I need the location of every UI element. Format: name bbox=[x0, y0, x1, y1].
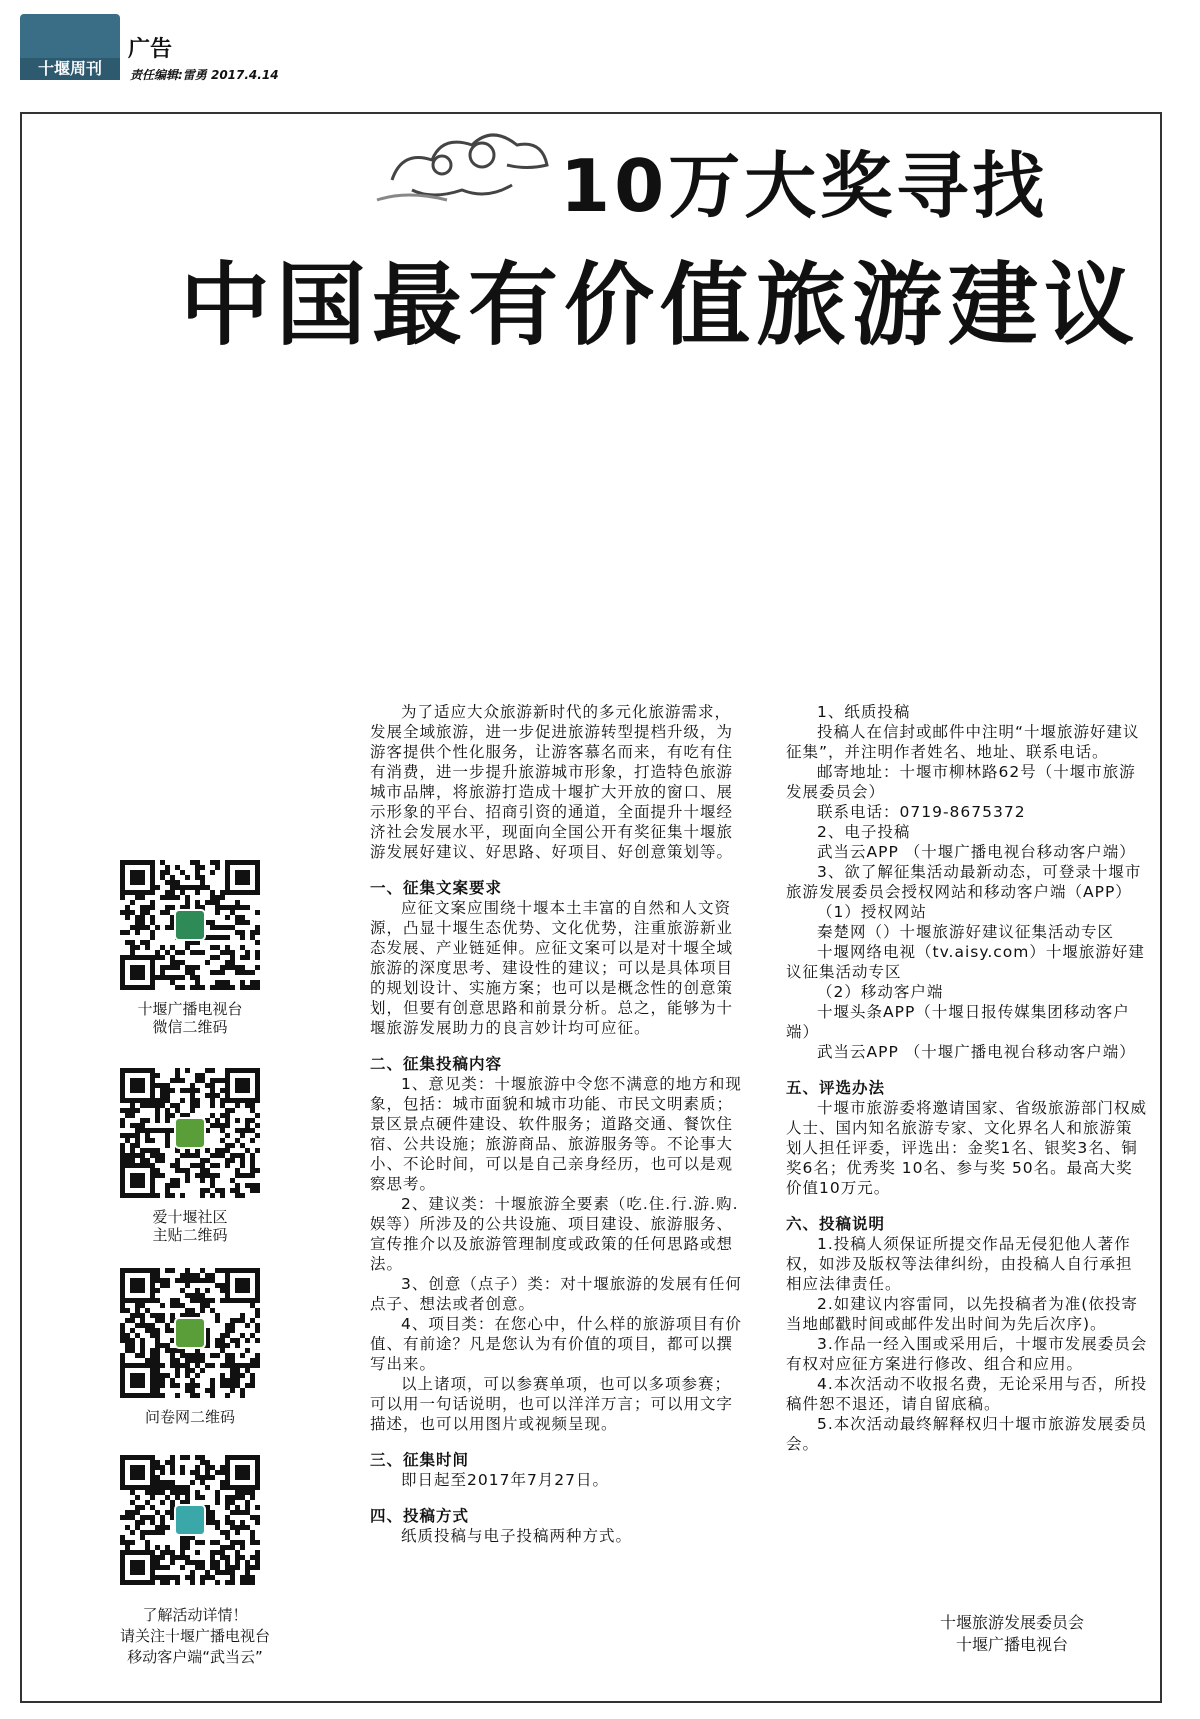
section-heading: 二、征集投稿内容 bbox=[370, 1055, 503, 1073]
section-item: 2.如建议内容雷同，以先投稿者为准(依投寄当地邮戳时间或邮件发出时间为先后次序)。 bbox=[786, 1295, 1138, 1333]
qr-label: 十堰广播电视台 bbox=[137, 1000, 243, 1018]
section-text: 十堰市旅游委将邀请国家、省级旅游部门权威人士、国内知名旅游专家、文化界名人和旅游策划人担任评委，评选出：金奖1名、银奖3名、铜奖6名；优秀奖 10名、参与奖 50名。最高大奖价值10万元。 bbox=[786, 1099, 1148, 1197]
section-text: 即日起至2017年7月27日。 bbox=[401, 1471, 610, 1489]
signature-block bbox=[940, 1612, 1084, 1656]
page-header bbox=[20, 14, 1180, 82]
qr-community bbox=[100, 1068, 280, 1244]
right-line: 秦楚网（）十堰旅游好建议征集活动专区 bbox=[817, 923, 1115, 941]
right-line: 投稿人在信封或邮件中注明“十堰旅游好建议征集”，并注明作者姓名、地址、联系电话。 bbox=[786, 723, 1140, 761]
right-line: 武当云APP （十堰广播电视台移动客户端） bbox=[817, 843, 1136, 861]
right-line: 武当云APP （十堰广播电视台移动客户端） bbox=[817, 1043, 1136, 1061]
section-item: 2、建议类：十堰旅游全要素（吃.住.行.游.购.娱等）所涉及的公共设施、项目建设、旅游服务、宣传推介以及旅游管理制度或政策的任何思路或想法。 bbox=[370, 1195, 739, 1273]
right-column bbox=[786, 702, 1148, 1454]
section-item: 4.本次活动不收报名费，无论采用与否，所投稿件恕不退还，请自留底稿。 bbox=[786, 1375, 1148, 1413]
qr-code-icon bbox=[120, 860, 260, 990]
qr-footer-line: 请关注十堰广播电视台 bbox=[119, 1627, 270, 1645]
qr-label: 爱十堰社区 bbox=[152, 1208, 228, 1226]
editor-line: 责任编辑:雷勇 2017.4.14 bbox=[130, 68, 279, 82]
qr-wechat bbox=[100, 860, 280, 1036]
qr-label: 微信二维码 bbox=[152, 1018, 228, 1036]
section-item: 1、意见类：十堰旅游中令您不满意的地方和现象，包括：城市面貌和城市功能、市民文明素质；景区景点硬件建设、软件服务；道路交通、餐饮住宿、公共设施；旅游商品、旅游服务等。不论事大小、不论时间，可以是自己亲身经历，也可以是观察思考。 bbox=[370, 1075, 742, 1193]
middle-column bbox=[370, 702, 742, 1546]
headline-line2: 中国最有价值旅游建议 bbox=[180, 253, 1140, 358]
qr-survey bbox=[100, 1268, 280, 1426]
section-text: 纸质投稿与电子投稿两种方式。 bbox=[401, 1527, 633, 1545]
qr-app bbox=[100, 1455, 280, 1595]
section-heading: 一、征集文案要求 bbox=[370, 879, 503, 897]
section-item: 3.作品一经入围或采用后，十堰市发展委员会有权对应征方案进行修改、组合和应用。 bbox=[786, 1335, 1148, 1373]
qr-code-icon bbox=[120, 1068, 260, 1198]
section-label: 广告 bbox=[128, 36, 173, 62]
signature-line: 十堰旅游发展委员会 bbox=[940, 1613, 1085, 1632]
right-line: 2、电子投稿 bbox=[817, 823, 911, 841]
section-item: 4、项目类：在您心中，什么样的旅游项目有价值、有前途？凡是您认为有价值的项目，都可以撰写出来。 bbox=[370, 1315, 742, 1373]
right-line: 3、欲了解征集活动最新动态，可登录十堰市旅游发展委员会授权网站和移动客户端（APP） bbox=[786, 863, 1142, 901]
brand-name: 十堰周刊 bbox=[20, 58, 120, 80]
brand-logo bbox=[20, 14, 120, 80]
qr-code-icon bbox=[120, 1455, 260, 1585]
right-line: 十堰头条APP（十堰日报传媒集团移动客户端） bbox=[786, 1003, 1130, 1041]
section-item: 1.投稿人须保证所提交作品无侵犯他人著作权，如涉及版权等法律纠纷，由投稿人自行承担相应法律责任。 bbox=[786, 1235, 1133, 1293]
right-line: 十堰网络电视（tv.aisy.com）十堰旅游好建议征集活动专区 bbox=[786, 943, 1145, 981]
section-heading: 四、投稿方式 bbox=[370, 1507, 470, 1525]
section-heading: 五、评选办法 bbox=[786, 1079, 886, 1097]
qr-footer-line: 移动客户端“武当云” bbox=[127, 1648, 263, 1666]
qr-code-icon bbox=[120, 1268, 260, 1398]
qr-label: 主贴二维码 bbox=[152, 1226, 228, 1244]
right-line: 1、纸质投稿 bbox=[817, 703, 911, 721]
section-item: 以上诸项，可以参赛单项，也可以多项参赛；可以用一句话说明，也可以洋洋万言；可以用文字描述，也可以用图片或视频呈现。 bbox=[370, 1375, 734, 1433]
right-line: 联系电话：0719-8675372 bbox=[817, 803, 1026, 821]
qr-footer-note bbox=[95, 1605, 295, 1668]
cloud-decoration-icon bbox=[372, 120, 572, 210]
qr-footer-line: 了解活动详情！ bbox=[142, 1606, 248, 1624]
section-heading: 三、征集时间 bbox=[370, 1451, 470, 1469]
intro-paragraph: 为了适应大众旅游新时代的多元化旅游需求，发展全域旅游，进一步促进旅游转型提档升级，为游客提供个性化服务，让游客慕名而来，有吃有住有消费，进一步提升旅游城市形象，打造特色旅游城市品牌，将旅游打造成十堰扩大开放的窗口、展示形象的平台、招商引资的通道，全面提升十堰经济社会发展水平，现面向全国公开有奖征集十堰旅游发展好建议、好思路、好项目、好创意策划等。 bbox=[370, 703, 734, 861]
section-heading: 六、投稿说明 bbox=[786, 1215, 886, 1233]
right-line: 邮寄地址：十堰市柳林路62号（十堰市旅游发展委员会） bbox=[786, 763, 1136, 801]
right-line: （1）授权网站 bbox=[817, 903, 927, 921]
signature-line: 十堰广播电视台 bbox=[956, 1635, 1069, 1654]
right-line: （2）移动客户端 bbox=[817, 983, 944, 1001]
headline-line1: 10万大奖寻找 bbox=[560, 144, 1049, 228]
qr-label: 问卷网二维码 bbox=[144, 1408, 235, 1426]
section-item: 3、创意（点子）类：对十堰旅游的发展有任何点子、想法或者创意。 bbox=[370, 1275, 742, 1313]
section-text: 应征文案应围绕十堰本土丰富的自然和人文资源，凸显十堰生态优势、文化优势，注重旅游新业态发展、产业链延伸。应征文案可以是对十堰全域旅游的深度思考、建设性的建议；可以是具体项目的规划设计、实施方案；也可以是概念性的创意策划，但要有创意思路和前景分析。总之，能够为十堰旅游发展助力的良言妙计均可应征。 bbox=[370, 899, 734, 1037]
section-item: 5.本次活动最终解释权归十堰市旅游发展委员会。 bbox=[786, 1415, 1148, 1453]
